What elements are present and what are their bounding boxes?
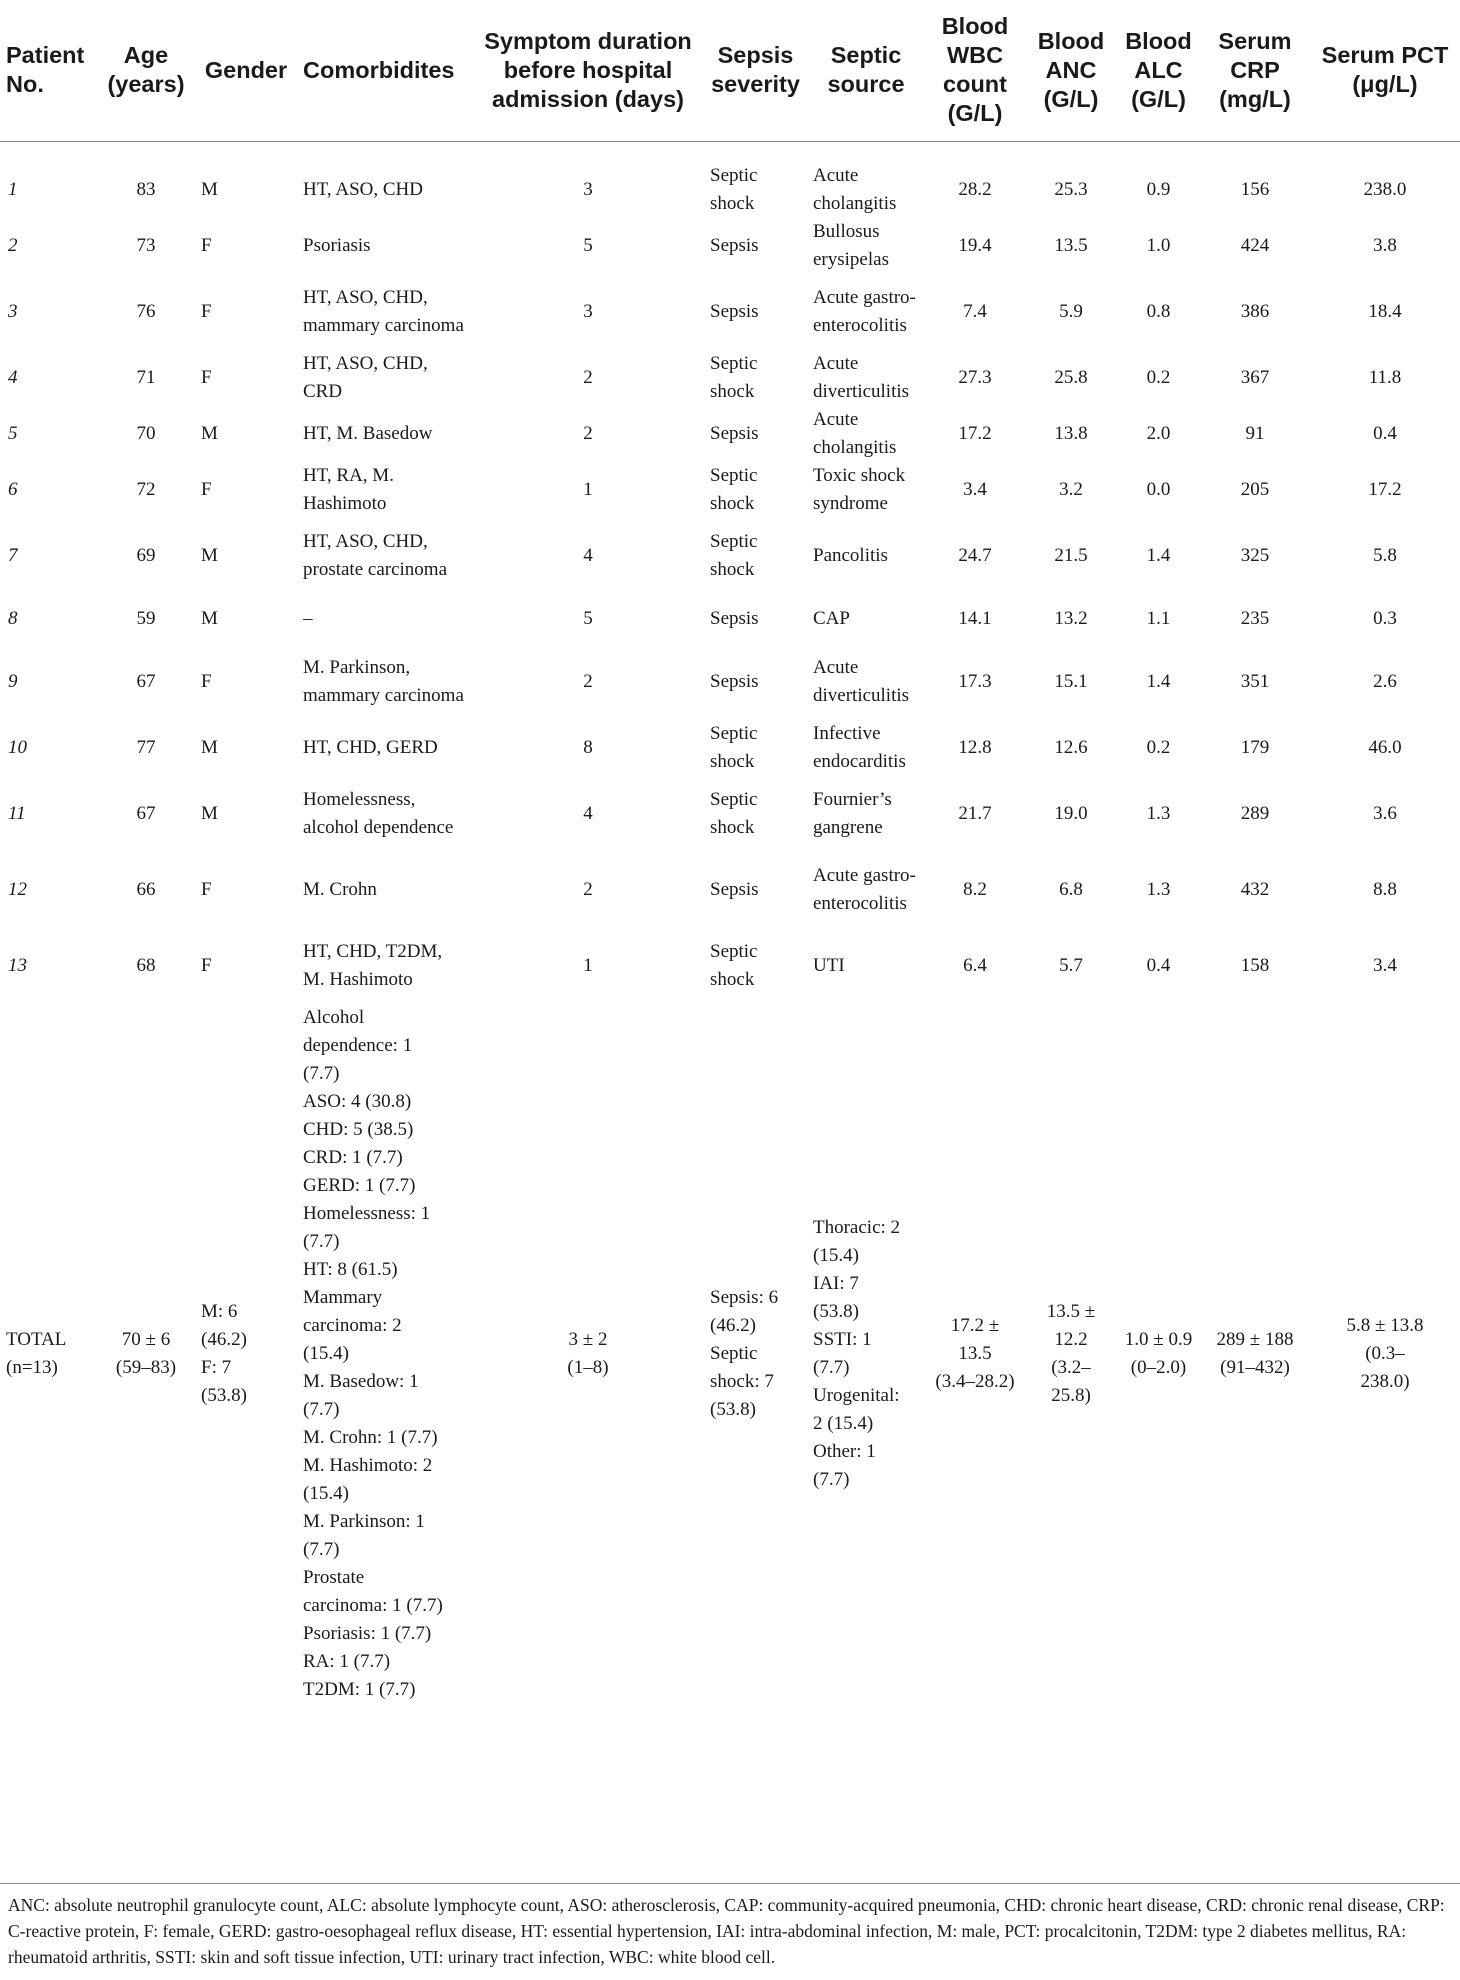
comorbidities-cell: – bbox=[303, 607, 313, 629]
pct-cell: 18.4 bbox=[1368, 300, 1402, 322]
anc-cell: 19.0 bbox=[1054, 802, 1088, 824]
total-line: IAI: 7 bbox=[813, 1272, 859, 1294]
crp-cell: 156 bbox=[1240, 178, 1270, 200]
total-line: Thoracic: 2 bbox=[813, 1216, 901, 1238]
total-line: (46.2) bbox=[201, 1328, 247, 1350]
gender-cell: M bbox=[201, 802, 218, 824]
alc-cell: 1.3 bbox=[1146, 802, 1171, 824]
total-line: (3.2– bbox=[1051, 1356, 1091, 1378]
source-cell: Infective endocarditis bbox=[813, 722, 906, 772]
table-body bbox=[0, 141, 1460, 1704]
total-line: 12.2 bbox=[1054, 1328, 1088, 1350]
anc-cell: 13.8 bbox=[1054, 422, 1088, 444]
table-header bbox=[0, 0, 1460, 141]
patient-no-cell: 9 bbox=[8, 670, 18, 692]
pct-cell: 11.8 bbox=[1368, 366, 1402, 388]
table-row bbox=[0, 644, 1460, 720]
severity-cell: Sepsis bbox=[710, 234, 759, 256]
total-line: Prostate bbox=[303, 1566, 365, 1588]
alc-cell: 0.2 bbox=[1146, 736, 1171, 758]
alc-cell: 1.3 bbox=[1146, 878, 1171, 900]
source-cell: Toxic shock syndrome bbox=[813, 464, 906, 514]
total-line: Mammary bbox=[303, 1286, 383, 1308]
header-sepsis-severity: Sepsis severity bbox=[704, 0, 807, 141]
total-line: CRD: 1 (7.7) bbox=[303, 1146, 403, 1168]
gender-cell: F bbox=[201, 234, 212, 256]
total-line: Other: 1 bbox=[813, 1440, 876, 1462]
wbc-cell: 27.3 bbox=[958, 366, 992, 388]
duration-cell: 4 bbox=[583, 802, 593, 824]
total-line: (59–83) bbox=[115, 1356, 177, 1378]
total-alc-cell bbox=[1117, 1004, 1200, 1704]
severity-cell: Sepsis bbox=[710, 670, 759, 692]
source-cell: Bullosus erysipelas bbox=[813, 220, 889, 270]
duration-cell: 5 bbox=[583, 607, 593, 629]
total-line: (0–2.0) bbox=[1130, 1356, 1187, 1378]
total-line: (0.3– bbox=[1365, 1342, 1405, 1364]
total-line: (7.7) bbox=[303, 1398, 340, 1420]
total-line: Sepsis: 6 bbox=[710, 1286, 779, 1308]
comorbidities-cell: HT, ASO, CHD, CRD bbox=[303, 352, 428, 402]
total-line: (46.2) bbox=[710, 1314, 756, 1336]
crp-cell: 289 bbox=[1240, 802, 1270, 824]
gender-cell: M bbox=[201, 607, 218, 629]
total-line: GERD: 1 (7.7) bbox=[303, 1174, 416, 1196]
total-line: (15.4) bbox=[303, 1482, 349, 1504]
total-line: shock: 7 bbox=[710, 1370, 774, 1392]
severity-cell: Septic shock bbox=[710, 164, 758, 214]
pct-cell: 17.2 bbox=[1368, 478, 1402, 500]
anc-cell: 21.5 bbox=[1054, 544, 1088, 566]
alc-cell: 1.4 bbox=[1146, 670, 1171, 692]
pct-cell: 3.8 bbox=[1373, 234, 1397, 256]
gender-cell: F bbox=[201, 478, 212, 500]
duration-cell: 2 bbox=[583, 670, 593, 692]
age-cell: 73 bbox=[136, 234, 156, 256]
total-line: (1–8) bbox=[567, 1356, 609, 1378]
total-line: dependence: 1 bbox=[303, 1034, 413, 1056]
age-cell: 59 bbox=[136, 607, 156, 629]
duration-cell: 2 bbox=[583, 366, 593, 388]
pct-cell: 8.8 bbox=[1373, 878, 1397, 900]
total-line: SSTI: 1 bbox=[813, 1328, 872, 1350]
source-cell: UTI bbox=[813, 954, 845, 976]
comorbidities-cell: M. Parkinson, mammary carcinoma bbox=[303, 656, 464, 706]
severity-cell: Septic shock bbox=[710, 940, 758, 990]
patient-no-cell: 6 bbox=[8, 478, 18, 500]
alc-cell: 1.0 bbox=[1146, 234, 1171, 256]
total-line: 17.2 ± bbox=[950, 1314, 1000, 1336]
wbc-cell: 21.7 bbox=[958, 802, 992, 824]
anc-cell: 13.5 bbox=[1054, 234, 1088, 256]
duration-cell: 2 bbox=[583, 422, 593, 444]
crp-cell: 235 bbox=[1240, 607, 1270, 629]
total-line: 3 ± 2 bbox=[568, 1328, 608, 1350]
total-line: M. Hashimoto: 2 bbox=[303, 1454, 433, 1476]
alc-cell: 0.4 bbox=[1146, 954, 1171, 976]
header-septic-source: Septic source bbox=[807, 0, 925, 141]
patient-no-cell: 3 bbox=[8, 300, 18, 322]
total-line: HT: 8 (61.5) bbox=[303, 1258, 398, 1280]
table-footnote: ANC: absolute neutrophil granulocyte count, ALC: absolute lymphocyte count, ASO: atherosclerosis, CAP: community-acquired pneumonia, CHD: chronic heart disease, CRD: chronic renal disease, CRP: C-reactive protein, F: female, GERD: gastro-oesophageal reflux disease, HT: essential hypertension, IAI: intra-abdominal infection, M: male, PCT: procalcitonin, T2DM: type 2 diabetes mellitus, RA: rheumatoid arthritis, SSTI: skin and soft tissue infection, UTI: urinary tract infection, WBC: white blood cell. bbox=[0, 1883, 1460, 1970]
source-cell: Fournier’s gangrene bbox=[813, 788, 892, 838]
total-line: (15.4) bbox=[303, 1342, 349, 1364]
age-cell: 69 bbox=[136, 544, 156, 566]
total-comorbidities-cell bbox=[297, 1004, 472, 1704]
alc-cell: 0.0 bbox=[1146, 478, 1171, 500]
total-line: 289 ± 188 bbox=[1216, 1328, 1294, 1350]
crp-cell: 91 bbox=[1245, 422, 1265, 444]
alc-cell: 1.1 bbox=[1146, 607, 1171, 629]
anc-cell: 25.8 bbox=[1054, 366, 1088, 388]
age-cell: 66 bbox=[136, 878, 156, 900]
age-cell: 76 bbox=[136, 300, 156, 322]
comorbidities-cell: M. Crohn bbox=[303, 878, 377, 900]
anc-cell: 13.2 bbox=[1054, 607, 1088, 629]
total-line: ASO: 4 (30.8) bbox=[303, 1090, 412, 1112]
total-line: Urogenital: bbox=[813, 1384, 900, 1406]
gender-cell: F bbox=[201, 366, 212, 388]
age-cell: 72 bbox=[136, 478, 156, 500]
total-line: M. Basedow: 1 bbox=[303, 1370, 419, 1392]
total-age-cell bbox=[97, 1004, 195, 1704]
table-row bbox=[0, 776, 1460, 852]
patient-no-cell: 7 bbox=[8, 544, 18, 566]
total-line: 5.8 ± 13.8 bbox=[1346, 1314, 1424, 1336]
wbc-cell: 3.4 bbox=[963, 478, 987, 500]
source-cell: Acute diverticulitis bbox=[813, 352, 910, 402]
patient-no-cell: 11 bbox=[8, 802, 26, 824]
total-line: F: 7 bbox=[201, 1356, 232, 1378]
crp-cell: 158 bbox=[1240, 954, 1270, 976]
total-line: RA: 1 (7.7) bbox=[303, 1650, 391, 1672]
table-row bbox=[0, 518, 1460, 594]
comorbidities-cell: HT, ASO, CHD bbox=[303, 178, 423, 200]
total-label-cell bbox=[0, 1004, 97, 1704]
patient-no-cell: 10 bbox=[8, 736, 27, 758]
total-wbc-cell bbox=[925, 1004, 1025, 1704]
pct-cell: 0.3 bbox=[1373, 607, 1397, 629]
wbc-cell: 24.7 bbox=[958, 544, 992, 566]
gender-cell: F bbox=[201, 670, 212, 692]
total-line: CHD: 5 (38.5) bbox=[303, 1118, 414, 1140]
comorbidities-cell: HT, ASO, CHD, mammary carcinoma bbox=[303, 286, 464, 336]
header-age: Age (years) bbox=[97, 0, 195, 141]
total-line: Septic bbox=[710, 1342, 758, 1364]
source-cell: Acute gastro-enterocolitis bbox=[813, 286, 916, 336]
duration-cell: 5 bbox=[583, 234, 593, 256]
alc-cell: 0.8 bbox=[1146, 300, 1171, 322]
total-line: (7.7) bbox=[813, 1468, 850, 1490]
duration-cell: 3 bbox=[583, 300, 593, 322]
age-cell: 68 bbox=[136, 954, 156, 976]
pct-cell: 3.6 bbox=[1373, 802, 1397, 824]
pct-cell: 46.0 bbox=[1368, 736, 1402, 758]
total-line: (15.4) bbox=[813, 1244, 859, 1266]
patient-no-cell: 13 bbox=[8, 954, 27, 976]
total-anc-cell bbox=[1025, 1004, 1117, 1704]
total-line: Homelessness: 1 bbox=[303, 1202, 431, 1224]
gender-cell: F bbox=[201, 878, 212, 900]
gender-cell: M bbox=[201, 736, 218, 758]
duration-cell: 1 bbox=[583, 954, 593, 976]
source-cell: Acute diverticulitis bbox=[813, 656, 910, 706]
wbc-cell: 6.4 bbox=[963, 954, 987, 976]
total-source-cell bbox=[807, 1004, 925, 1704]
comorbidities-cell: Homelessness, alcohol dependence bbox=[303, 788, 454, 838]
severity-cell: Septic shock bbox=[710, 722, 758, 772]
severity-cell: Septic shock bbox=[710, 788, 758, 838]
total-line: Psoriasis: 1 (7.7) bbox=[303, 1622, 432, 1644]
age-cell: 83 bbox=[136, 178, 156, 200]
total-line: 13.5 ± bbox=[1046, 1300, 1096, 1322]
patient-no-cell: 8 bbox=[8, 607, 18, 629]
pct-cell: 3.4 bbox=[1373, 954, 1397, 976]
table-row bbox=[0, 406, 1460, 462]
total-line: (53.8) bbox=[201, 1384, 247, 1406]
total-line: (n=13) bbox=[6, 1356, 58, 1378]
duration-cell: 3 bbox=[583, 178, 593, 200]
comorbidities-cell: HT, M. Basedow bbox=[303, 422, 433, 444]
header-gender: Gender bbox=[195, 0, 297, 141]
severity-cell: Sepsis bbox=[710, 422, 759, 444]
wbc-cell: 28.2 bbox=[958, 178, 992, 200]
anc-cell: 3.2 bbox=[1059, 478, 1083, 500]
header-alc: Blood ALC (G/L) bbox=[1117, 0, 1200, 141]
total-line: M. Parkinson: 1 bbox=[303, 1510, 425, 1532]
wbc-cell: 8.2 bbox=[963, 878, 987, 900]
total-line: (53.8) bbox=[813, 1300, 859, 1322]
alc-cell: 0.9 bbox=[1146, 178, 1171, 200]
total-line: 2 (15.4) bbox=[813, 1412, 874, 1434]
total-line: 70 ± 6 bbox=[121, 1328, 171, 1350]
age-cell: 71 bbox=[136, 366, 156, 388]
wbc-cell: 17.2 bbox=[958, 422, 992, 444]
total-line: (53.8) bbox=[710, 1398, 756, 1420]
age-cell: 67 bbox=[136, 802, 156, 824]
comorbidities-cell: HT, CHD, T2DM, M. Hashimoto bbox=[303, 940, 443, 990]
gender-cell: F bbox=[201, 954, 212, 976]
total-line: (91–432) bbox=[1220, 1356, 1290, 1378]
patient-no-cell: 1 bbox=[8, 178, 18, 200]
header-spacer bbox=[0, 141, 1460, 162]
wbc-cell: 12.8 bbox=[958, 736, 992, 758]
gender-cell: M bbox=[201, 422, 218, 444]
table-row bbox=[0, 462, 1460, 518]
total-line: M: 6 bbox=[201, 1300, 238, 1322]
anc-cell: 12.6 bbox=[1054, 736, 1088, 758]
table-row bbox=[0, 852, 1460, 928]
header-comorbidities: Comorbidites bbox=[297, 0, 472, 141]
alc-cell: 1.4 bbox=[1146, 544, 1171, 566]
source-cell: Pancolitis bbox=[813, 544, 888, 566]
source-cell: CAP bbox=[813, 607, 850, 629]
wbc-cell: 17.3 bbox=[958, 670, 992, 692]
alc-cell: 2.0 bbox=[1146, 422, 1171, 444]
total-line: (7.7) bbox=[813, 1356, 850, 1378]
anc-cell: 5.7 bbox=[1059, 954, 1083, 976]
total-line: (7.7) bbox=[303, 1538, 340, 1560]
table-row bbox=[0, 720, 1460, 776]
pct-cell: 238.0 bbox=[1363, 178, 1407, 200]
duration-cell: 2 bbox=[583, 878, 593, 900]
severity-cell: Septic shock bbox=[710, 352, 758, 402]
total-line: (7.7) bbox=[303, 1062, 340, 1084]
wbc-cell: 14.1 bbox=[958, 607, 992, 629]
header-anc: Blood ANC (G/L) bbox=[1025, 0, 1117, 141]
patient-no-cell: 4 bbox=[8, 366, 18, 388]
anc-cell: 25.3 bbox=[1054, 178, 1088, 200]
severity-cell: Septic shock bbox=[710, 530, 758, 580]
pct-cell: 5.8 bbox=[1373, 544, 1397, 566]
duration-cell: 8 bbox=[583, 736, 593, 758]
table-row bbox=[0, 350, 1460, 406]
crp-cell: 325 bbox=[1240, 544, 1270, 566]
total-row bbox=[0, 1004, 1460, 1704]
crp-cell: 367 bbox=[1240, 366, 1270, 388]
header-patient-no: Patient No. bbox=[0, 0, 97, 141]
table-row bbox=[0, 928, 1460, 1004]
total-severity-cell bbox=[704, 1004, 807, 1704]
total-crp-cell bbox=[1200, 1004, 1310, 1704]
table-row bbox=[0, 594, 1460, 644]
anc-cell: 5.9 bbox=[1059, 300, 1083, 322]
total-line: 238.0) bbox=[1360, 1370, 1410, 1392]
wbc-cell: 19.4 bbox=[958, 234, 992, 256]
total-line: carcinoma: 1 (7.7) bbox=[303, 1594, 443, 1616]
table-row bbox=[0, 218, 1460, 274]
duration-cell: 1 bbox=[583, 478, 593, 500]
crp-cell: 424 bbox=[1240, 234, 1270, 256]
patient-no-cell: 12 bbox=[8, 878, 27, 900]
total-gender-cell bbox=[195, 1004, 297, 1704]
total-line: 13.5 bbox=[958, 1342, 992, 1364]
comorbidities-cell: HT, CHD, GERD bbox=[303, 736, 438, 758]
severity-cell: Septic shock bbox=[710, 464, 758, 514]
age-cell: 77 bbox=[136, 736, 156, 758]
source-cell: Acute gastro-enterocolitis bbox=[813, 864, 916, 914]
source-cell: Acute cholangitis bbox=[813, 164, 897, 214]
age-cell: 70 bbox=[136, 422, 156, 444]
header-wbc: Blood WBC count (G/L) bbox=[925, 0, 1025, 141]
crp-cell: 432 bbox=[1240, 878, 1270, 900]
total-line: (3.4–28.2) bbox=[935, 1370, 1015, 1392]
crp-cell: 386 bbox=[1240, 300, 1270, 322]
crp-cell: 205 bbox=[1240, 478, 1270, 500]
patient-no-cell: 2 bbox=[8, 234, 18, 256]
wbc-cell: 7.4 bbox=[963, 300, 987, 322]
table-row bbox=[0, 274, 1460, 350]
header-pct: Serum PCT (μg/L) bbox=[1310, 0, 1460, 141]
gender-cell: M bbox=[201, 544, 218, 566]
table-row bbox=[0, 162, 1460, 218]
comorbidities-cell: HT, RA, M. Hashimoto bbox=[303, 464, 394, 514]
total-line: TOTAL bbox=[6, 1328, 67, 1350]
source-cell: Acute cholangitis bbox=[813, 408, 897, 458]
severity-cell: Sepsis bbox=[710, 878, 759, 900]
gender-cell: F bbox=[201, 300, 212, 322]
pct-cell: 2.6 bbox=[1373, 670, 1397, 692]
crp-cell: 351 bbox=[1240, 670, 1270, 692]
pct-cell: 0.4 bbox=[1373, 422, 1397, 444]
age-cell: 67 bbox=[136, 670, 156, 692]
severity-cell: Sepsis bbox=[710, 607, 759, 629]
alc-cell: 0.2 bbox=[1146, 366, 1171, 388]
anc-cell: 15.1 bbox=[1054, 670, 1088, 692]
total-line: carcinoma: 2 bbox=[303, 1314, 402, 1336]
total-line: (7.7) bbox=[303, 1230, 340, 1252]
total-line: 25.8) bbox=[1051, 1384, 1091, 1406]
total-line: M. Crohn: 1 (7.7) bbox=[303, 1426, 438, 1448]
total-pct-cell bbox=[1310, 1004, 1460, 1704]
header-crp: Serum CRP (mg/L) bbox=[1200, 0, 1310, 141]
crp-cell: 179 bbox=[1240, 736, 1270, 758]
comorbidities-cell: Psoriasis bbox=[303, 234, 371, 256]
total-line: Alcohol bbox=[303, 1006, 365, 1028]
severity-cell: Sepsis bbox=[710, 300, 759, 322]
total-line: 1.0 ± 0.9 bbox=[1124, 1328, 1193, 1350]
total-duration-cell bbox=[472, 1004, 704, 1704]
anc-cell: 6.8 bbox=[1059, 878, 1083, 900]
patient-no-cell: 5 bbox=[8, 422, 18, 444]
gender-cell: M bbox=[201, 178, 218, 200]
header-symptom-duration: Symptom duration before hospital admission (days) bbox=[472, 0, 704, 141]
duration-cell: 4 bbox=[583, 544, 593, 566]
comorbidities-cell: HT, ASO, CHD, prostate carcinoma bbox=[303, 530, 448, 580]
total-line: T2DM: 1 (7.7) bbox=[303, 1678, 416, 1700]
